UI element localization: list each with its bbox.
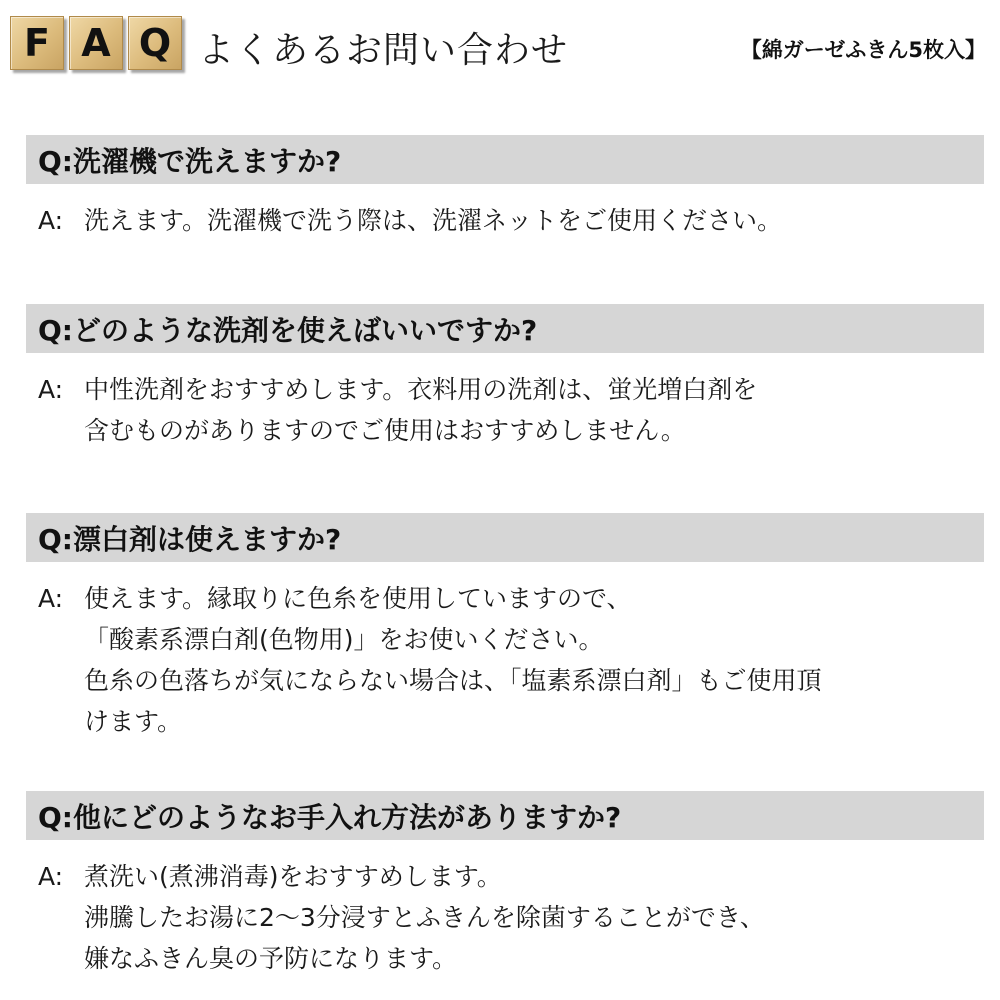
faq-item-4 xyxy=(0,791,1000,979)
answer-line: 使えます。縁取りに色糸を使用していますので、 xyxy=(84,584,632,613)
answer-line: 色糸の色落ちが気にならない場合は、「塩素系漂白剤」もご使用頂 xyxy=(84,666,822,695)
faq-tile-q: Q xyxy=(128,16,182,70)
question-bar: Q:他にどのようなお手入れ方法がありますか? xyxy=(26,791,984,840)
answer-line: 洗えます。洗濯機で洗う際は、洗濯ネットをご使用ください。 xyxy=(84,206,783,235)
faq-logo-tiles xyxy=(10,16,182,70)
product-label: 【綿ガーゼふきん5枚入】 xyxy=(740,38,986,62)
answer-block xyxy=(38,578,1000,742)
question-bar: Q:漂白剤は使えますか? xyxy=(26,513,984,562)
answer-line: 含むものがありますのでご使用はおすすめしません。 xyxy=(84,416,686,445)
answer-line: 煮洗い(煮沸消毒)をおすすめします。 xyxy=(84,862,502,891)
page-header xyxy=(0,0,1000,90)
answer-line: 中性洗剤をおすすめします。衣料用の洗剤は、蛍光増白剤を xyxy=(84,375,758,404)
answer-prefix: A: xyxy=(38,862,64,891)
answer-line: けます。 xyxy=(84,707,183,736)
question-bar: Q:洗濯機で洗えますか? xyxy=(26,135,984,184)
answer-block xyxy=(38,200,1000,241)
answer-prefix: A: xyxy=(38,206,64,235)
page-title: よくあるお問い合わせ xyxy=(198,30,569,71)
answer-block xyxy=(38,856,1000,979)
answer-prefix: A: xyxy=(38,375,64,404)
faq-item-2 xyxy=(0,304,1000,451)
answer-line: 沸騰したお湯に2〜3分浸すとふきんを除菌することができ、 xyxy=(84,903,765,932)
answer-line: 嫌なふきん臭の予防になります。 xyxy=(84,944,458,973)
faq-item-1 xyxy=(0,135,1000,241)
answer-block xyxy=(38,369,1000,451)
answer-line: 「酸素系漂白剤(色物用)」をお使いください。 xyxy=(84,625,604,654)
faq-tile-a: A xyxy=(69,16,123,70)
faq-item-3 xyxy=(0,513,1000,742)
answer-prefix: A: xyxy=(38,584,64,613)
faq-tile-f: F xyxy=(10,16,64,70)
question-bar: Q:どのような洗剤を使えばいいですか? xyxy=(26,304,984,353)
